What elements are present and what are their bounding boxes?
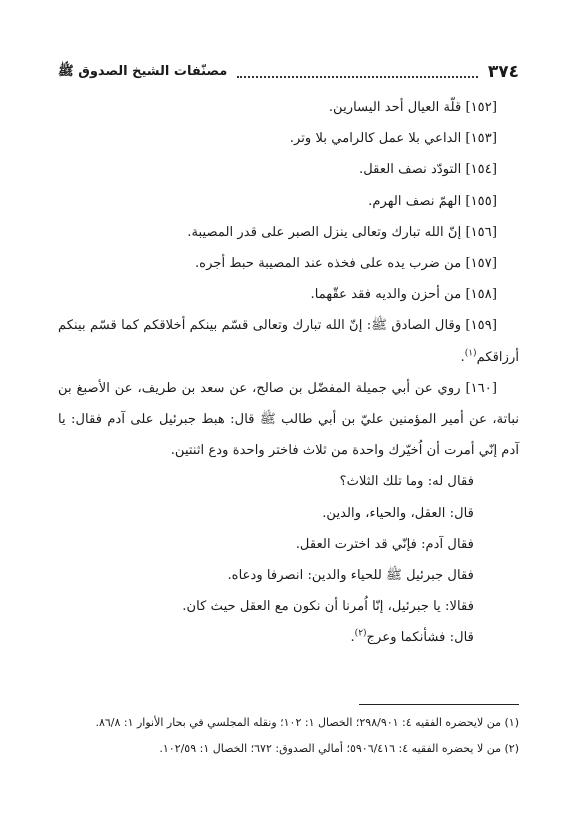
footnote-1: (١) من لايحضره الفقيه ٤: ٢٩٨/٩٠١؛ الخصال ١: ١٠٢؛ ونقله المجلسي في بحار الأنوار ١: ٨٦/٨.	[95, 716, 519, 729]
dialogue-line: فقال آدم: فإنّي قد اخترت العقل.	[295, 536, 474, 552]
hadith-157: [١٥٧] من ضرب يده على فخذه عند المصيبة حبط أجره.	[194, 256, 497, 272]
hadith-159: [١٥٩] وقال الصادق ﷺ: إنّ الله تبارك وتعالى قسّم بينكم أخلاقكم كما قسّم بينكم أرزاقكم$^{(١)}$.	[58, 318, 519, 365]
dialogue-line: قال: العقل، والحياء، والدين.	[322, 505, 474, 521]
footnotes	[58, 712, 519, 764]
hadith-156: [١٥٦] إنّ الله تبارك وتعالى ينزل الصبر على قدر المصيبة.	[187, 224, 497, 240]
main-text	[58, 92, 519, 654]
hadith-160: [١٦٠] روي عن أبي جميلة المفضّل بن صالح، عن سعد بن طريف، عن الأصبغ بن نباتة، عن أمير المؤمنين عليّ بن أبي طالب ﷺ قال: هبط جبرئيل على آدم فقال: يا آدم إنّي أمرت أن اُخيّرك واحدة من ثلاث فاختر واحدة ودع اثنتين.	[58, 380, 519, 459]
hadith-155: [١٥٥] الهمّ نصف الهرم.	[368, 193, 497, 209]
dialogue-line: فقال له: وما تلك الثلاث؟	[339, 474, 474, 490]
hadith-158: [١٥٨] من أحزن والديه فقد عقّهما.	[310, 287, 497, 303]
hadith-152: [١٥٢] قلّة العيال أحد اليسارين.	[328, 100, 497, 115]
header-leader-dots	[237, 75, 478, 78]
dialogue-line: قال: فشأنكما وعرج$^{(٢)}$.	[350, 629, 474, 646]
footnote-ref-1[interactable]: (١)	[464, 348, 477, 359]
footnote-divider	[359, 704, 519, 705]
running-title: مصنّفات الشيخ الصدوق ﷺ	[58, 64, 228, 79]
dialogue-line: فقالا: يا جبرئيل، إنّا اُمرنا أن نكون مع العقل حيث كان.	[182, 599, 474, 615]
hadith-154: [١٥٤] التودّد نصف العقل.	[359, 162, 497, 178]
footnote-ref-2[interactable]: (٢)	[354, 629, 367, 640]
hadith-153: [١٥٣] الداعي بلا عمل كالرامي بلا وتر.	[289, 131, 497, 147]
page-number: ٣٧٤	[487, 62, 519, 82]
footnote-2: (٢) من لا يحضره الفقيه ٤: ٥٩٠٦/٤١٦؛ أمالي الصدوق: ٦٧٢؛ الخصال ١: ١٠٢/٥٩.	[159, 742, 519, 755]
dialogue-line: فقال جبرئيل ﷺ للحياء والدين: انصرفا ودعاه.	[227, 568, 474, 584]
running-header	[58, 60, 519, 82]
